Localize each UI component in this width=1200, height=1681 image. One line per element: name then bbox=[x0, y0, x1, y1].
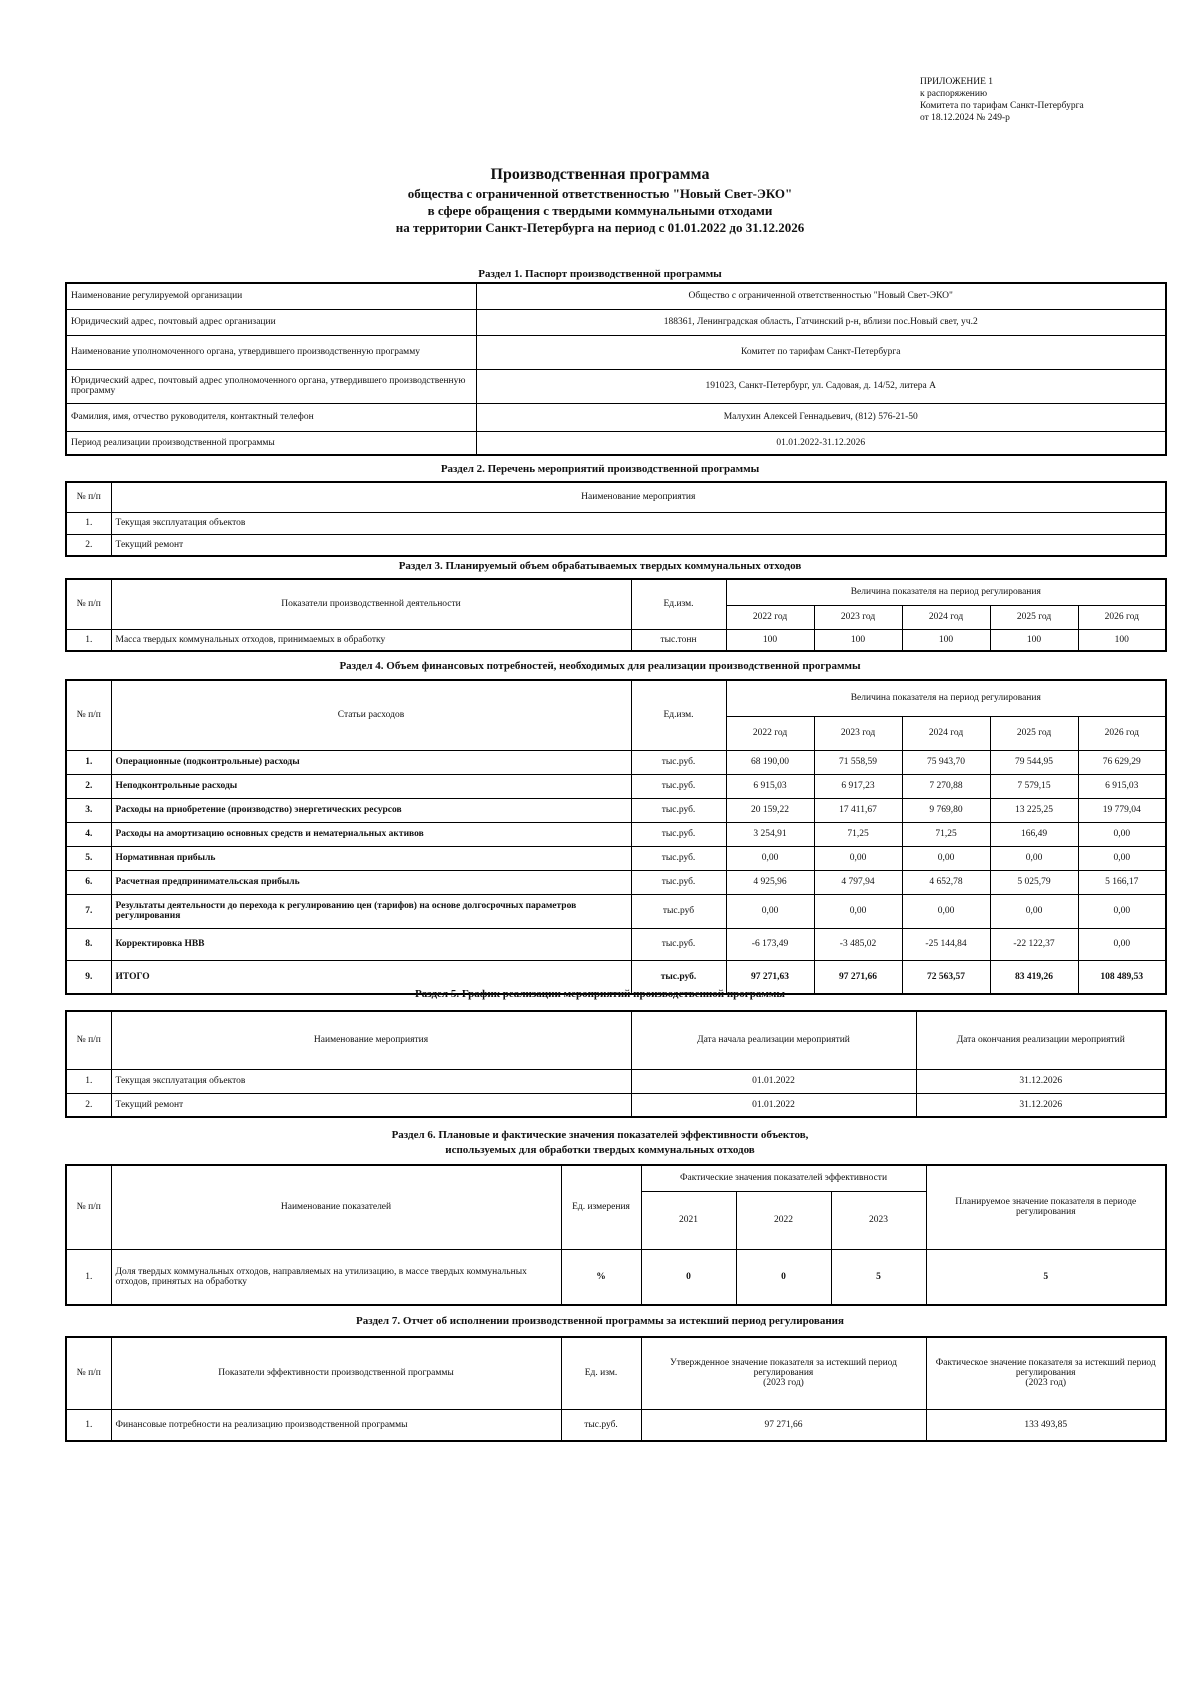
value-cell: 0,00 bbox=[1078, 928, 1166, 960]
year-header: 2023 год bbox=[814, 605, 902, 629]
value-cell: 7 579,15 bbox=[990, 774, 1078, 798]
value-cell: 9 769,80 bbox=[902, 798, 990, 822]
value-cell: 0,00 bbox=[726, 894, 814, 928]
column-header: Наименование мероприятия bbox=[111, 1011, 631, 1069]
passport-value: 01.01.2022-31.12.2026 bbox=[476, 431, 1166, 455]
value-cell: 0,00 bbox=[1078, 894, 1166, 928]
value-cell: 17 411,67 bbox=[814, 798, 902, 822]
section-6-title-line: используемых для обработки твердых коммунальных отходов bbox=[445, 1144, 755, 1156]
approved-value: 97 271,66 bbox=[641, 1409, 926, 1441]
passport-value: 191023, Санкт-Петербург, ул. Садовая, д. 14/52, литера А bbox=[476, 369, 1166, 403]
row-number: 2. bbox=[66, 1093, 111, 1117]
column-header-group: Величина показателя на период регулирования bbox=[726, 680, 1166, 716]
column-header: № п/п bbox=[66, 1165, 111, 1249]
value-cell: 0,00 bbox=[1078, 822, 1166, 846]
unit: тыс.руб. bbox=[631, 774, 726, 798]
year-header: 2026 год bbox=[1078, 605, 1166, 629]
value-cell: 166,49 bbox=[990, 822, 1078, 846]
table-row bbox=[66, 774, 1166, 798]
row-number: 1. bbox=[66, 1249, 111, 1305]
expense-item: ИТОГО bbox=[111, 960, 631, 994]
passport-label: Период реализации производственной программы bbox=[66, 431, 476, 455]
column-header: Статьи расходов bbox=[111, 680, 631, 750]
column-header: Показатели эффективности производственной программы bbox=[111, 1337, 561, 1409]
value-cell: 5 025,79 bbox=[990, 870, 1078, 894]
section-2-table bbox=[65, 481, 1167, 557]
unit: тыс.руб bbox=[631, 894, 726, 928]
table-row bbox=[66, 894, 1166, 928]
section-3-title: Раздел 3. Планируемый объем обрабатываемых твердых коммунальных отходов bbox=[398, 560, 802, 572]
section-1-table bbox=[65, 282, 1167, 456]
table-row bbox=[66, 1093, 1166, 1117]
column-header-group: Фактические значения показателей эффективности bbox=[641, 1165, 926, 1191]
table-header-row bbox=[66, 680, 1166, 716]
section-6-title bbox=[0, 1128, 1200, 1158]
row-number: 1. bbox=[66, 512, 111, 534]
end-date: 31.12.2026 bbox=[916, 1093, 1166, 1117]
unit: тыс.руб. bbox=[631, 750, 726, 774]
column-header: Планируемое значение показателя в периоде регулирования bbox=[926, 1165, 1166, 1249]
column-header: Ед. измерения bbox=[561, 1165, 641, 1249]
section-1-title: Раздел 1. Паспорт производственной программы bbox=[478, 268, 722, 280]
section-7-table bbox=[65, 1336, 1167, 1442]
column-header: Наименование мероприятия bbox=[111, 482, 1166, 512]
column-header: Ед.изм. bbox=[631, 680, 726, 750]
column-header-group: Величина показателя на период регулирования bbox=[726, 579, 1166, 605]
passport-value: Общество с ограниченной ответственностью "Новый Свет-ЭКО" bbox=[476, 283, 1166, 309]
value-cell: 108 489,53 bbox=[1078, 960, 1166, 994]
expense-item: Расчетная предпринимательская прибыль bbox=[111, 870, 631, 894]
title-line: в сфере обращения с твердыми коммунальными отходами bbox=[427, 203, 773, 218]
value-cell: 5 166,17 bbox=[1078, 870, 1166, 894]
value-cell: 4 797,94 bbox=[814, 870, 902, 894]
table-row bbox=[66, 629, 1166, 651]
value-cell: 100 bbox=[902, 629, 990, 651]
row-number: 3. bbox=[66, 798, 111, 822]
row-number: 6. bbox=[66, 870, 111, 894]
passport-label: Юридический адрес, почтовый адрес организации bbox=[66, 309, 476, 335]
indicator-name: Масса твердых коммунальных отходов, принимаемых в обработку bbox=[111, 629, 631, 651]
value-cell: 79 544,95 bbox=[990, 750, 1078, 774]
row-number: 5. bbox=[66, 846, 111, 870]
value-cell: 71,25 bbox=[814, 822, 902, 846]
activity-name: Текущая эксплуатация объектов bbox=[111, 1069, 631, 1093]
unit: тыс.руб. bbox=[631, 822, 726, 846]
unit: тыс.тонн bbox=[631, 629, 726, 651]
section-3-table bbox=[65, 578, 1167, 652]
row-number: 9. bbox=[66, 960, 111, 994]
unit: % bbox=[561, 1249, 641, 1305]
value-cell: 0 bbox=[736, 1249, 831, 1305]
value-cell: 19 779,04 bbox=[1078, 798, 1166, 822]
column-header: № п/п bbox=[66, 1337, 111, 1409]
value-cell: 72 563,57 bbox=[902, 960, 990, 994]
row-number: 2. bbox=[66, 774, 111, 798]
title-line: Производственная программа bbox=[490, 166, 710, 183]
start-date: 01.01.2022 bbox=[631, 1093, 916, 1117]
value-cell: 7 270,88 bbox=[902, 774, 990, 798]
year-header: 2022 bbox=[736, 1191, 831, 1249]
value-cell: 75 943,70 bbox=[902, 750, 990, 774]
section-4-title: Раздел 4. Объем финансовых потребностей, необходимых для реализации производственной программы bbox=[339, 660, 861, 672]
unit: тыс.руб. bbox=[561, 1409, 641, 1441]
year-header: 2025 год bbox=[990, 605, 1078, 629]
column-header: Ед.изм. bbox=[631, 579, 726, 629]
table-row bbox=[66, 822, 1166, 846]
value-cell: -6 173,49 bbox=[726, 928, 814, 960]
section-6-title-line: Раздел 6. Плановые и фактические значения показателей эффективности объектов, bbox=[391, 1129, 809, 1141]
table-header-row bbox=[66, 482, 1166, 512]
appendix-line: от 18.12.2024 № 249-р bbox=[920, 113, 1010, 123]
activity-name: Текущий ремонт bbox=[111, 534, 1166, 556]
value-cell: 6 915,03 bbox=[1078, 774, 1166, 798]
table-row bbox=[66, 431, 1166, 455]
year-header: 2024 год bbox=[902, 716, 990, 750]
row-number: 1. bbox=[66, 750, 111, 774]
section-7-title: Раздел 7. Отчет об исполнении производственной программы за истекший период регулирования bbox=[356, 1315, 844, 1327]
expense-item: Неподконтрольные расходы bbox=[111, 774, 631, 798]
year-header: 2023 bbox=[831, 1191, 926, 1249]
table-row bbox=[66, 403, 1166, 431]
row-number: 7. bbox=[66, 894, 111, 928]
column-header: Дата окончания реализации мероприятий bbox=[916, 1011, 1166, 1069]
value-cell: 4 652,78 bbox=[902, 870, 990, 894]
year-header: 2023 год bbox=[814, 716, 902, 750]
column-header: № п/п bbox=[66, 579, 111, 629]
expense-item: Корректировка НВВ bbox=[111, 928, 631, 960]
value-cell: -3 485,02 bbox=[814, 928, 902, 960]
column-header: Показатели производственной деятельности bbox=[111, 579, 631, 629]
table-row bbox=[66, 309, 1166, 335]
table-row bbox=[66, 1249, 1166, 1305]
expense-item: Нормативная прибыль bbox=[111, 846, 631, 870]
expense-item: Расходы на амортизацию основных средств и нематериальных активов bbox=[111, 822, 631, 846]
value-cell: 100 bbox=[990, 629, 1078, 651]
value-cell: 0,00 bbox=[814, 846, 902, 870]
year-header: 2024 год bbox=[902, 605, 990, 629]
year-header: 2026 год bbox=[1078, 716, 1166, 750]
row-number: 1. bbox=[66, 1069, 111, 1093]
passport-value: Малухин Алексей Геннадьевич, (812) 576-21-50 bbox=[476, 403, 1166, 431]
passport-value: Комитет по тарифам Санкт-Петербурга bbox=[476, 335, 1166, 369]
value-cell: 0 bbox=[641, 1249, 736, 1305]
value-cell: 0,00 bbox=[726, 846, 814, 870]
table-header-row bbox=[66, 1337, 1166, 1409]
value-cell: 76 629,29 bbox=[1078, 750, 1166, 774]
year-header: 2025 год bbox=[990, 716, 1078, 750]
table-row bbox=[66, 846, 1166, 870]
title-line: на территории Санкт-Петербурга на период с 01.01.2022 до 31.12.2026 bbox=[395, 220, 805, 235]
table-row bbox=[66, 369, 1166, 403]
appendix-line: к распоряжению bbox=[920, 89, 988, 99]
value-cell: 71 558,59 bbox=[814, 750, 902, 774]
value-cell: 0,00 bbox=[990, 846, 1078, 870]
indicator-name: Финансовые потребности на реализацию производственной программы bbox=[111, 1409, 561, 1441]
unit: тыс.руб. bbox=[631, 960, 726, 994]
expense-item: Расходы на приобретение (производство) энергетических ресурсов bbox=[111, 798, 631, 822]
year-header: 2022 год bbox=[726, 605, 814, 629]
actual-value: 133 493,85 bbox=[926, 1409, 1166, 1441]
unit: тыс.руб. bbox=[631, 928, 726, 960]
document-title bbox=[0, 165, 1200, 236]
value-cell: 20 159,22 bbox=[726, 798, 814, 822]
column-header: № п/п bbox=[66, 482, 111, 512]
column-header-line: Утвержденное значение показателя за истекший период регулирования bbox=[670, 1358, 897, 1379]
year-header: 2022 год bbox=[726, 716, 814, 750]
value-cell: 13 225,25 bbox=[990, 798, 1078, 822]
column-header: № п/п bbox=[66, 1011, 111, 1069]
column-header: № п/п bbox=[66, 680, 111, 750]
table-header-row bbox=[66, 1011, 1166, 1069]
unit: тыс.руб. bbox=[631, 870, 726, 894]
passport-value: 188361, Ленинградская область, Гатчинский р-н, вблизи пос.Новый свет, уч.2 bbox=[476, 309, 1166, 335]
section-6-table bbox=[65, 1164, 1167, 1306]
column-header-line: Фактическое значение показателя за истекший период регулирования bbox=[935, 1358, 1156, 1379]
value-cell: 0,00 bbox=[902, 894, 990, 928]
column-header: Наименование показателей bbox=[111, 1165, 561, 1249]
value-cell: 83 419,26 bbox=[990, 960, 1078, 994]
table-row bbox=[66, 1069, 1166, 1093]
unit: тыс.руб. bbox=[631, 798, 726, 822]
year-header: 2021 bbox=[641, 1191, 736, 1249]
value-cell: 0,00 bbox=[814, 894, 902, 928]
section-4-table bbox=[65, 679, 1167, 995]
title-line: общества с ограниченной ответственностью "Новый Свет-ЭКО" bbox=[407, 186, 793, 201]
passport-label: Наименование регулируемой организации bbox=[66, 283, 476, 309]
table-row bbox=[66, 798, 1166, 822]
column-header: Дата начала реализации мероприятий bbox=[631, 1011, 916, 1069]
passport-label: Фамилия, имя, отчество руководителя, контактный телефон bbox=[66, 403, 476, 431]
end-date: 31.12.2026 bbox=[916, 1069, 1166, 1093]
value-cell: 6 915,03 bbox=[726, 774, 814, 798]
expense-item: Результаты деятельности до перехода к регулированию цен (тарифов) на основе долгосрочных параметров регулирования bbox=[111, 894, 631, 928]
section-5-title: Раздел 5. График реализации мероприятий производственной программы bbox=[415, 988, 785, 1000]
table-row bbox=[66, 335, 1166, 369]
start-date: 01.01.2022 bbox=[631, 1069, 916, 1093]
column-header-line: (2023 год) bbox=[763, 1378, 804, 1389]
value-cell: 100 bbox=[814, 629, 902, 651]
activity-name: Текущий ремонт bbox=[111, 1093, 631, 1117]
table-row bbox=[66, 534, 1166, 556]
table-row bbox=[66, 512, 1166, 534]
row-number: 8. bbox=[66, 928, 111, 960]
value-cell: 0,00 bbox=[902, 846, 990, 870]
value-cell: 6 917,23 bbox=[814, 774, 902, 798]
column-header: Ед. изм. bbox=[561, 1337, 641, 1409]
table-row bbox=[66, 750, 1166, 774]
passport-label: Наименование уполномоченного органа, утвердившего производственную программу bbox=[66, 335, 476, 369]
column-header bbox=[926, 1337, 1166, 1409]
expense-item: Операционные (подконтрольные) расходы bbox=[111, 750, 631, 774]
value-cell: 68 190,00 bbox=[726, 750, 814, 774]
section-5-table bbox=[65, 1010, 1167, 1118]
value-cell: 97 271,66 bbox=[814, 960, 902, 994]
table-header-row bbox=[66, 1165, 1166, 1191]
section-2-title: Раздел 2. Перечень мероприятий производственной программы bbox=[440, 463, 760, 475]
appendix-note bbox=[920, 76, 1084, 124]
value-cell: 4 925,96 bbox=[726, 870, 814, 894]
table-row bbox=[66, 870, 1166, 894]
appendix-line: ПРИЛОЖЕНИЕ 1 bbox=[920, 77, 994, 87]
row-number: 1. bbox=[66, 1409, 111, 1441]
value-cell: 0,00 bbox=[1078, 846, 1166, 870]
value-cell: -22 122,37 bbox=[990, 928, 1078, 960]
value-cell: -25 144,84 bbox=[902, 928, 990, 960]
table-row bbox=[66, 1409, 1166, 1441]
table-header-row bbox=[66, 579, 1166, 605]
value-cell: 3 254,91 bbox=[726, 822, 814, 846]
appendix-line: Комитета по тарифам Санкт-Петербурга bbox=[920, 101, 1084, 111]
value-cell: 71,25 bbox=[902, 822, 990, 846]
planned-value: 5 bbox=[926, 1249, 1166, 1305]
table-row bbox=[66, 283, 1166, 309]
row-number: 1. bbox=[66, 629, 111, 651]
row-number: 2. bbox=[66, 534, 111, 556]
passport-label: Юридический адрес, почтовый адрес уполномоченного органа, утвердившего производственную программу bbox=[66, 369, 476, 403]
indicator-name: Доля твердых коммунальных отходов, направляемых на утилизацию, в массе твердых коммунальных отходов, принятых на обработку bbox=[111, 1249, 561, 1305]
unit: тыс.руб. bbox=[631, 846, 726, 870]
activity-name: Текущая эксплуатация объектов bbox=[111, 512, 1166, 534]
row-number: 4. bbox=[66, 822, 111, 846]
column-header-line: (2023 год) bbox=[1025, 1378, 1067, 1389]
table-row bbox=[66, 928, 1166, 960]
value-cell: 97 271,63 bbox=[726, 960, 814, 994]
value-cell: 100 bbox=[726, 629, 814, 651]
column-header bbox=[641, 1337, 926, 1409]
value-cell: 5 bbox=[831, 1249, 926, 1305]
value-cell: 100 bbox=[1078, 629, 1166, 651]
value-cell: 0,00 bbox=[990, 894, 1078, 928]
